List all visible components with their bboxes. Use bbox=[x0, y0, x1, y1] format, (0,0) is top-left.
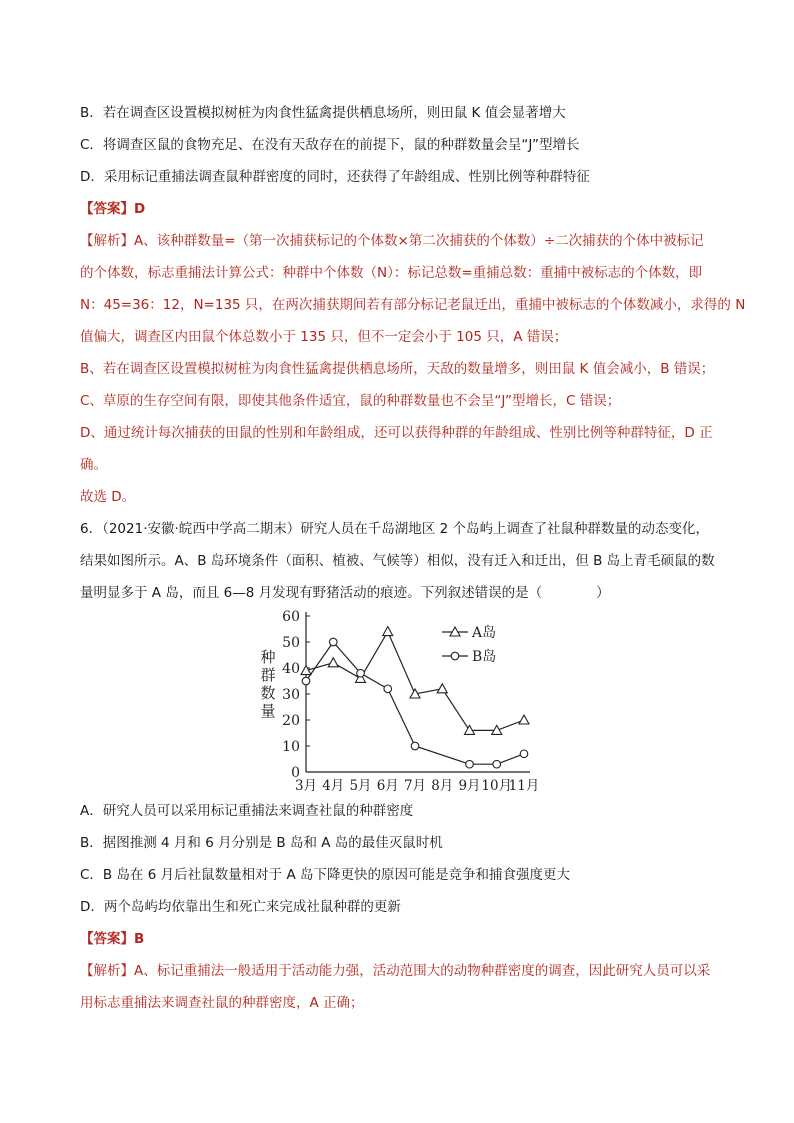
legend-label: A岛 bbox=[472, 625, 497, 641]
question-6-stem: 量明显多于 A 岛，而且 6—8 月发现有野猪活动的痕迹。下列叙述错误的是（ ） bbox=[80, 585, 610, 601]
analysis-line: 的个体数，标志重捕法计算公式：种群中个体数（N）：标记总数=重捕总数：重捕中被标志的个体数，即 bbox=[80, 265, 703, 281]
analysis-line: 用标志重捕法来调查社鼠的种群密度，A 正确； bbox=[80, 995, 364, 1011]
x-tick-label: 3月 bbox=[294, 778, 318, 794]
data-point bbox=[519, 715, 529, 724]
option-c: C．将调查区鼠的食物充足、在没有天敌存在的前提下，鼠的种群数量会呈“J”型增长 bbox=[80, 137, 580, 153]
q6-option-d: D．两个岛屿均依靠出生和死亡来完成社鼠种群的更新 bbox=[80, 899, 401, 915]
x-tick-label: 9月 bbox=[458, 778, 481, 794]
data-point bbox=[520, 750, 528, 758]
y-tick-label: 50 bbox=[282, 635, 300, 651]
analysis-line: C、草原的生存空间有限，即使其他条件适宜，鼠的种群数量也不会呈“J”型增长，C 错误； bbox=[80, 393, 621, 409]
x-tick-label: 8月 bbox=[431, 778, 454, 794]
x-tick-label: 6月 bbox=[376, 778, 399, 794]
x-tick-label: 4月 bbox=[322, 778, 345, 794]
y-tick-label: 30 bbox=[282, 687, 300, 703]
question-6-stem: 6．（2021·安徽·皖西中学高二期末）研究人员在千岛湖地区 2 个岛屿上调查了社鼠种群数量的动态变化， bbox=[80, 521, 709, 537]
y-axis-label: 量 bbox=[260, 702, 276, 720]
data-point bbox=[437, 684, 447, 693]
data-point bbox=[411, 742, 419, 750]
data-point bbox=[302, 677, 310, 685]
y-tick-label: 40 bbox=[282, 661, 300, 677]
legend-marker bbox=[451, 652, 459, 660]
y-tick-label: 0 bbox=[291, 765, 300, 781]
data-point bbox=[466, 760, 474, 768]
y-axis-label: 种 bbox=[260, 648, 276, 666]
y-tick-label: 20 bbox=[282, 713, 300, 729]
data-point bbox=[493, 760, 501, 768]
y-axis-label: 群 bbox=[260, 666, 276, 684]
q6-option-a: A．研究人员可以采用标记重捕法来调查社鼠的种群密度 bbox=[80, 803, 414, 819]
x-tick-label: 5月 bbox=[349, 778, 372, 794]
analysis-conclusion: 故选 D。 bbox=[80, 489, 136, 505]
y-axis-label: 数 bbox=[260, 684, 276, 702]
data-point bbox=[357, 669, 365, 677]
option-b: B．若在调查区设置模拟树桩为肉食性猛禽提供栖息场所，则田鼠 K 值会显著增大 bbox=[80, 105, 566, 121]
x-tick-label: 11月 bbox=[508, 778, 540, 794]
question-6-stem: 结果如图所示。A、B 岛环境条件（面积、植被、气候等）相似，没有迁入和迁出，但 B 岛上青毛硕鼠的数 bbox=[80, 553, 715, 569]
x-tick-label: 10月 bbox=[481, 778, 513, 794]
answer-label: 【答案】D bbox=[80, 201, 146, 217]
chart-svg bbox=[254, 602, 544, 802]
data-point bbox=[329, 638, 337, 646]
q6-option-b: B．据图推测 4 月和 6 月分别是 B 岛和 A 岛的最佳灭鼠时机 bbox=[80, 835, 443, 851]
q6-option-c: C．B 岛在 6 月后社鼠数量相对于 A 岛下降更快的原因可能是竞争和捕食强度更大 bbox=[80, 867, 570, 883]
answer-label: 【答案】B bbox=[80, 931, 145, 947]
analysis-line: 值偏大，调查区内田鼠个体总数小于 135 只，但不一定会小于 105 只，A 错误； bbox=[80, 329, 568, 345]
data-point bbox=[384, 685, 392, 693]
data-point bbox=[383, 627, 393, 636]
x-tick-label: 7月 bbox=[403, 778, 427, 794]
analysis-line: B、若在调查区设置模拟树桩为肉食性猛禽提供栖息场所，天敌的数量增多，则田鼠 K 值会减小，B 错误； bbox=[80, 361, 715, 377]
analysis-line: 确。 bbox=[80, 457, 107, 473]
option-d: D．采用标记重捕法调查鼠种群密度的同时，还获得了年龄组成、性别比例等种群特征 bbox=[80, 169, 590, 185]
data-point bbox=[328, 658, 338, 667]
y-tick-label: 60 bbox=[282, 609, 300, 625]
population-line-chart bbox=[254, 602, 544, 802]
legend-label: B岛 bbox=[472, 649, 497, 665]
analysis-line: 【解析】A、标记重捕法一般适用于活动能力强，活动范围大的动物种群密度的调查，因此研究人员可以采 bbox=[80, 963, 711, 979]
y-tick-label: 10 bbox=[282, 739, 300, 755]
series-line-a bbox=[306, 632, 524, 731]
analysis-line: N：45=36：12，N=135 只，在两次捕获期间若有部分标记老鼠迁出，重捕中被标志的个体数减小，求得的 N bbox=[80, 297, 746, 313]
analysis-line: 【解析】A、该种群数量=（第一次捕获标记的个体数×第二次捕获的个体数）÷二次捕获的个体中被标记 bbox=[80, 233, 704, 249]
analysis-line: D、通过统计每次捕获的田鼠的性别和年龄组成，还可以获得种群的年龄组成、性别比例等种群特征，D 正 bbox=[80, 425, 713, 441]
